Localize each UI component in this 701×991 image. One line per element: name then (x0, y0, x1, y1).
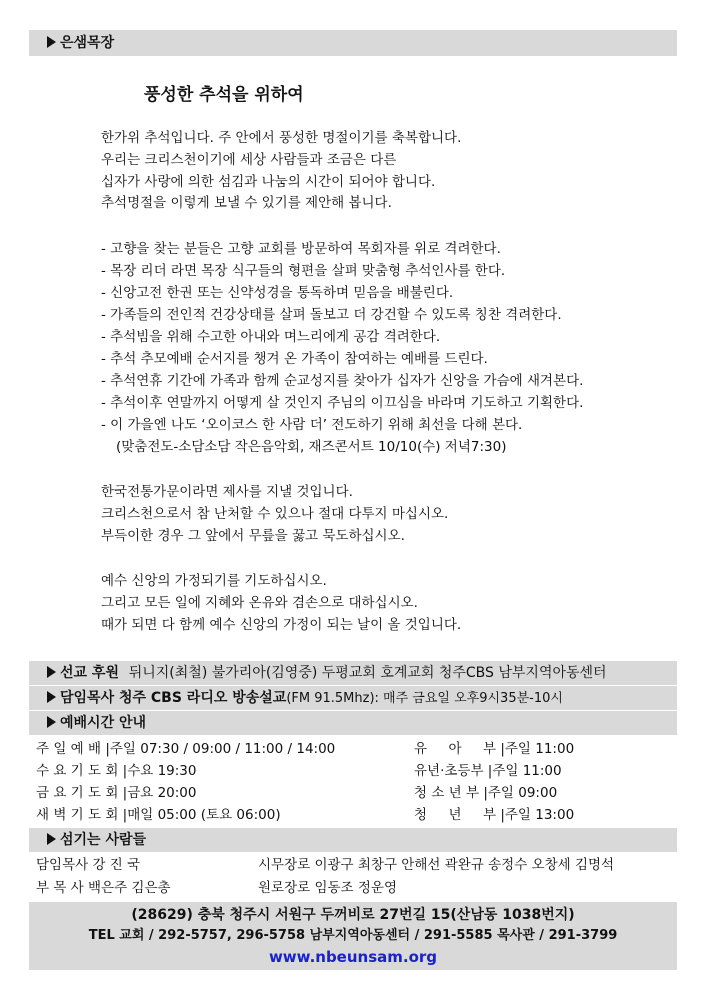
triangle-right-icon (47, 666, 56, 678)
worship-schedule-bar (29, 711, 677, 735)
suggestion-list (101, 238, 583, 458)
list-item: - 목장 리더 라면 목장 식구들의 형편을 살펴 맞춤형 추석인사를 한다. (101, 263, 506, 279)
list-item: - 추석빔을 위해 수고한 아내와 며느리에게 공감 격려한다. (101, 329, 441, 345)
footer (29, 902, 677, 970)
list-item: - 추석연휴 기간에 가족과 함께 순교성지를 찾아가 십자가 신앙을 가슴에 새겨본다. (101, 373, 584, 389)
broadcast-text: (FM 91.5Mhz): 매주 금요일 오후9시35분-10시 (286, 691, 563, 706)
schedule-row: 수 요 기 도 회 |수요 19:30 (36, 763, 197, 779)
schedule-row: 청 년 부 |주일 13:00 (414, 807, 575, 823)
list-item: - 추석이후 연말까지 어떻게 살 것인지 주님의 이끄심을 바라며 기도하고 기획한다. (101, 395, 584, 411)
staff-row: 시무장로 이광구 최창구 안해선 곽완규 송정수 오창세 김명석 (258, 857, 615, 873)
schedule-row: 유 아 부 |주일 11:00 (414, 741, 575, 757)
church-address: (28629) 충북 청주시 서원구 두꺼비로 27번길 15(산남동 1038번지) (131, 907, 575, 923)
broadcast-bar (29, 686, 677, 710)
section-title: 은샘목장 (60, 35, 115, 51)
paragraph-line: 부득이한 경우 그 앞에서 무릎을 꿇고 묵도하십시오. (101, 527, 405, 544)
section-header-bar (29, 30, 677, 56)
list-item: - 가족들의 전인적 건강상태를 살펴 돌보고 더 강건할 수 있도록 칭찬 격려한다. (101, 307, 562, 323)
triangle-right-icon (47, 36, 56, 48)
staff-bar (29, 828, 677, 852)
mission-label: 선교 후원 (60, 665, 119, 681)
event-note: (맞춤전도-소담소담 작은음악회, 재즈콘서트 10/10(수) 저녁7:30) (116, 439, 507, 455)
paragraph-line: 크리스천으로서 참 난처할 수 있으나 절대 다투지 마십시오. (101, 505, 449, 522)
paragraph-line: 때가 되면 다 함께 예수 신앙의 가정이 되는 날이 올 것입니다. (101, 616, 462, 633)
worship-schedule-right (414, 738, 574, 826)
paragraph-line: 한국전통가문이라면 제사를 지낼 것입니다. (101, 484, 353, 500)
schedule-row: 청 소 년 부 |주일 09:00 (414, 785, 558, 801)
triangle-right-icon (47, 833, 56, 845)
staff-right (258, 854, 614, 900)
triangle-right-icon (47, 716, 56, 728)
triangle-right-icon (47, 691, 56, 703)
paragraph-line: 예수 신앙의 가정되기를 기도하십시오. (101, 573, 327, 589)
broadcast-label: 담임목사 청주 CBS 라디오 방송설교 (60, 690, 287, 706)
schedule-row: 유년·초등부 |주일 11:00 (414, 763, 562, 779)
intro-line: 추석명절을 이렇게 보낼 수 있기를 제안해 봅니다. (101, 195, 392, 212)
staff-label: 섬기는 사람들 (60, 832, 147, 848)
intro-paragraph (101, 128, 461, 215)
mission-support-bar (29, 661, 677, 685)
paragraph-line: 그리고 모든 일에 지혜와 온유와 겸손으로 대하십시오. (101, 594, 418, 611)
schedule-row: 금 요 기 도 회 |금요 20:00 (36, 785, 197, 801)
tradition-paragraph (101, 482, 448, 547)
phone-numbers: TEL 교회 / 292-5757, 296-5758 남부지역아동센터 / 291-5585 목사관 / 291-3799 (88, 928, 618, 943)
intro-line: 한가위 추석입니다. 주 안에서 풍성한 명절이기를 축복합니다. (101, 130, 462, 146)
intro-line: 십자가 사랑에 의한 섬김과 나눔의 시간이 되어야 합니다. (101, 173, 436, 190)
list-item: - 신앙고전 한권 또는 신약성경을 통독하며 믿음을 배불린다. (101, 285, 454, 301)
schedule-row: 주 일 예 배 |주일 07:30 / 09:00 / 11:00 / 14:00 (36, 741, 336, 757)
staff-row: 원로장로 임동조 정운영 (258, 880, 397, 896)
website-link[interactable]: www.nbeunsam.org (268, 948, 438, 966)
schedule-row: 새 벽 기 도 회 |매일 05:00 (토요 06:00) (36, 807, 281, 823)
prayer-paragraph (101, 571, 461, 636)
worship-label: 예배시간 안내 (60, 715, 147, 731)
staff-left (36, 854, 171, 900)
mission-text: 뒤니지(최철) 불가리아(김영중) 두평교회 호계교회 청주CBS 남부지역아동센터 (128, 665, 607, 681)
intro-line: 우리는 크리스천이기에 세상 사람들과 조금은 다른 (101, 151, 397, 168)
list-item: - 고향을 찾는 분들은 고향 교회를 방문하여 목회자를 위로 격려한다. (101, 241, 501, 257)
staff-row: 부 목 사 백은주 김은총 (36, 880, 171, 896)
list-item: - 이 가을엔 나도 ‘오이코스 한 사람 더’ 전도하기 위해 최선을 다해 본다. (101, 417, 523, 433)
worship-schedule-left (36, 738, 335, 826)
list-item: - 추석 추모예배 순서지를 챙겨 온 가족이 참여하는 예배를 드린다. (101, 351, 488, 367)
article-title: 풍성한 추석을 위하여 (144, 85, 304, 105)
staff-row: 담임목사 강 진 국 (36, 857, 141, 873)
